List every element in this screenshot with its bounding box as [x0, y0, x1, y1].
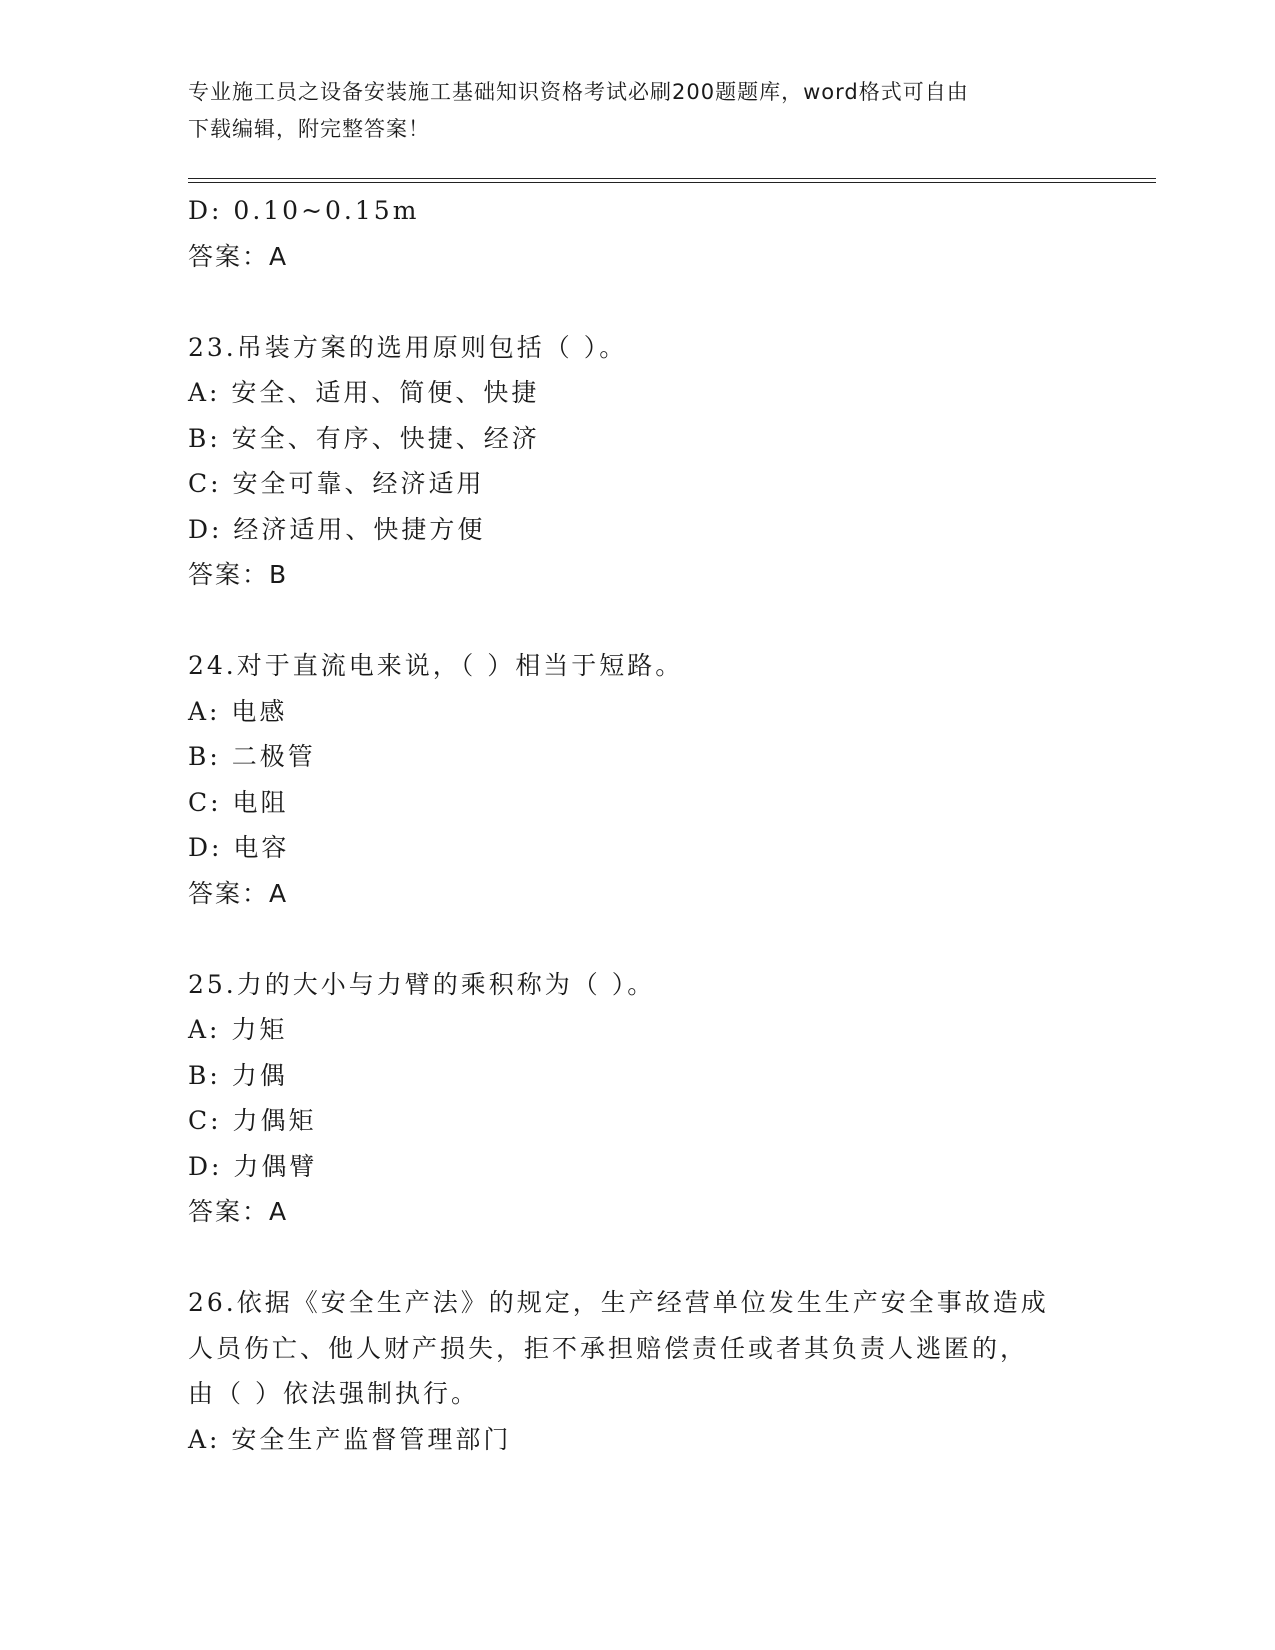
- option-d: D: 经济适用、快捷方便: [188, 514, 486, 544]
- question-stem: 24.对于直流电来说，（ ）相当于短路。: [188, 651, 684, 680]
- question-26: [188, 1280, 1088, 1462]
- page-header: [188, 74, 1088, 148]
- header-title-line-1: 专业施工员之设备安装施工基础知识资格考试必刷200题题库，word格式可自由: [188, 80, 969, 104]
- option-c: C: 电阻: [188, 787, 289, 817]
- question-list: [188, 188, 1088, 1508]
- question-stem-line-2: 人员伤亡、他人财产损失，拒不承担赔偿责任或者其负责人逃匿的，: [188, 1333, 1029, 1363]
- question-22-tail: [188, 188, 1088, 279]
- option-b: B: 力偶: [188, 1060, 288, 1090]
- question-stem: 23.吊装方案的选用原则包括（ ）。: [188, 332, 628, 362]
- header-divider: [188, 178, 1156, 183]
- option-a: A: 安全、适用、简便、快捷: [188, 378, 540, 407]
- option-c: C: 力偶矩: [188, 1106, 317, 1135]
- answer: 答案：A: [188, 1197, 289, 1226]
- option-a: A: 电感: [188, 696, 288, 726]
- question-stem: 25.力的大小与力臂的乘积称为（ ）。: [188, 969, 656, 999]
- option-c: C: 安全可靠、经济适用: [188, 469, 485, 498]
- answer: 答案：B: [188, 560, 289, 589]
- option-b: B: 二极管: [188, 742, 316, 771]
- option-d: D: 0.10~0.15m: [188, 196, 420, 225]
- question-24: [188, 643, 1088, 916]
- question-25: [188, 962, 1088, 1235]
- option-d: D: 电容: [188, 833, 290, 862]
- answer: 答案：A: [188, 878, 289, 908]
- option-a: A: 安全生产监督管理部门: [188, 1424, 512, 1454]
- option-d: D: 力偶臂: [188, 1151, 318, 1181]
- option-b: B: 安全、有序、快捷、经济: [188, 423, 540, 453]
- question-23: [188, 325, 1088, 598]
- question-stem-line-3: 由（ ）依法强制执行。: [188, 1379, 479, 1408]
- answer: 答案：A: [188, 241, 289, 271]
- question-stem-line-1: 26.依据《安全生产法》的规定，生产经营单位发生生产安全事故造成: [188, 1288, 1049, 1317]
- header-title-line-2: 下载编辑，附完整答案！: [188, 117, 430, 141]
- option-a: A: 力矩: [188, 1015, 288, 1044]
